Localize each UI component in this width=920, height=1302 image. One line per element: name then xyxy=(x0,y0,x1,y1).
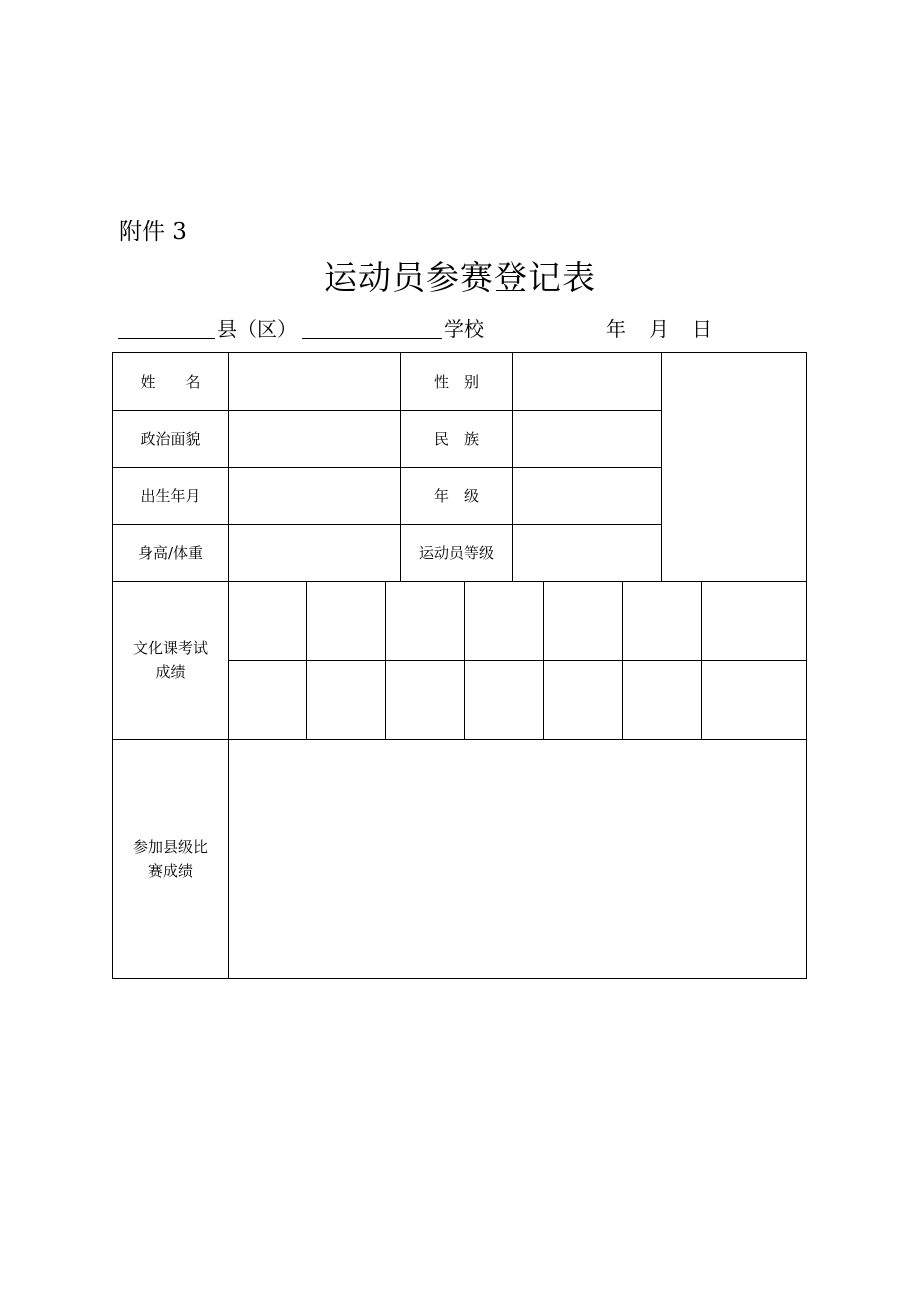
registration-table xyxy=(112,352,807,979)
birth-label: 出生年月 xyxy=(140,486,201,505)
header-line xyxy=(118,314,818,344)
grade-label: 年 级 xyxy=(433,486,479,505)
culture-score-label: 文化课考试 成绩 xyxy=(132,639,208,681)
school-blank[interactable] xyxy=(302,338,442,339)
attachment-label: 附件 3 xyxy=(119,219,187,245)
day-label: 日 xyxy=(692,317,712,341)
athlete-level-label: 运动员等级 xyxy=(418,543,494,562)
county-blank[interactable] xyxy=(118,338,215,339)
photo-box[interactable] xyxy=(662,353,806,581)
year-label: 年 xyxy=(606,317,626,341)
gender-label: 性 别 xyxy=(433,372,479,391)
grade-field[interactable] xyxy=(513,468,661,524)
culture-score-grid[interactable] xyxy=(229,582,806,739)
gender-field[interactable] xyxy=(513,353,661,410)
school-suffix: 学校 xyxy=(444,317,484,341)
athlete-level-field[interactable] xyxy=(513,525,661,581)
county-suffix: 县（区） xyxy=(217,317,297,341)
county-competition-field[interactable] xyxy=(229,740,806,978)
ethnicity-field[interactable] xyxy=(513,411,661,467)
name-label: 姓 名 xyxy=(140,372,201,391)
height-weight-label: 身高/体重 xyxy=(137,543,204,562)
month-label: 月 xyxy=(649,317,669,341)
ethnicity-label: 民 族 xyxy=(433,429,479,448)
county-competition-label: 参加县级比 赛成绩 xyxy=(132,837,208,880)
name-field[interactable] xyxy=(229,353,400,410)
height-weight-field[interactable] xyxy=(229,525,400,581)
form-title: 运动员参赛登记表 xyxy=(324,258,596,297)
birth-field[interactable] xyxy=(229,468,400,524)
political-status-label: 政治面貌 xyxy=(140,429,201,448)
political-status-field[interactable] xyxy=(229,411,400,467)
